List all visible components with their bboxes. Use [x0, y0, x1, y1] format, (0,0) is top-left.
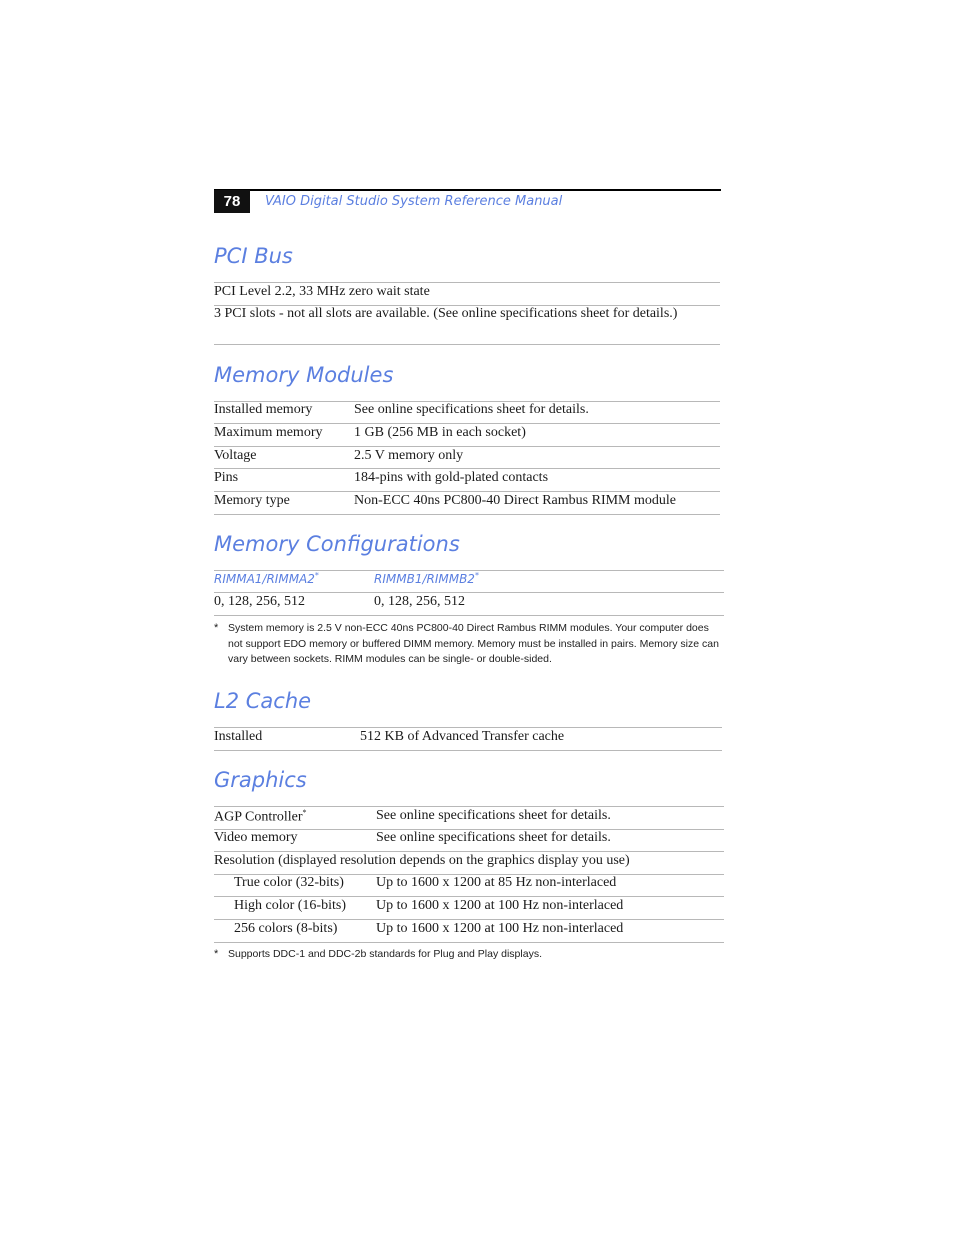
- footnote-marker: *: [214, 948, 219, 960]
- table-rule: [214, 344, 720, 345]
- table-rule: [214, 423, 720, 424]
- row-label: Voltage: [214, 448, 257, 463]
- column-header: [214, 571, 319, 586]
- header-rule: [214, 189, 721, 191]
- column-header-label: RIMMA1/RIMMA2: [214, 572, 315, 586]
- column-header: [374, 571, 479, 586]
- column-header-label: RIMMB1/RIMMB2: [374, 572, 475, 586]
- l2-cache-heading: L2 Cache: [214, 689, 312, 713]
- table-rule: [214, 727, 722, 728]
- table-rule: [214, 514, 720, 515]
- resolution-label: Resolution (displayed resolution depends on the graphics display you use): [214, 853, 630, 868]
- table-rule: [214, 806, 724, 807]
- row-value: Up to 1600 x 1200 at 100 Hz non-interlaced: [376, 898, 624, 913]
- table-rule: [214, 446, 720, 447]
- running-title: VAIO Digital Studio System Reference Manual: [265, 194, 563, 209]
- row-label: 256 colors (8-bits): [234, 921, 338, 936]
- memory-modules-heading: Memory Modules: [214, 363, 394, 387]
- row-label: High color (16-bits): [234, 898, 346, 913]
- table-rule: [214, 615, 724, 616]
- row-label: Memory type: [214, 493, 290, 508]
- table-rule: [214, 491, 720, 492]
- footnote-marker: *: [474, 571, 479, 580]
- pci-bus-heading: PCI Bus: [214, 244, 293, 268]
- table-rule: [214, 942, 724, 943]
- row-value: Up to 1600 x 1200 at 100 Hz non-interlaced: [376, 921, 624, 936]
- footnote-marker: *: [314, 571, 319, 580]
- row-label: True color (32-bits): [234, 875, 344, 890]
- footnote-marker: *: [302, 808, 307, 817]
- table-cell: 0, 128, 256, 512: [374, 594, 465, 609]
- footnote-text: Supports DDC-1 and DDC-2b standards for Plug and Play displays.: [228, 948, 542, 960]
- footnote-marker: *: [214, 622, 219, 634]
- row-value: 184-pins with gold-plated contacts: [354, 470, 549, 485]
- row-value: 512 KB of Advanced Transfer cache: [360, 729, 565, 744]
- table-rule: [214, 468, 720, 469]
- row-value: Non-ECC 40ns PC800-40 Direct Rambus RIMM module: [354, 493, 676, 508]
- row-value: Up to 1600 x 1200 at 85 Hz non-interlaced: [376, 875, 617, 890]
- table-rule: [214, 282, 720, 283]
- table-cell: 0, 128, 256, 512: [214, 594, 305, 609]
- row-label-text: AGP Controller: [214, 809, 303, 825]
- table-rule: [214, 851, 724, 852]
- pci-row: PCI Level 2.2, 33 MHz zero wait state: [214, 284, 430, 299]
- row-label: Installed memory: [214, 402, 313, 417]
- pci-row: 3 PCI slots - not all slots are available. (See online specifications sheet for details.): [214, 306, 678, 321]
- footnote-text: System memory is 2.5 V non-ECC 40ns PC800-40 Direct Rambus RIMM modules. Your computer does not support EDO memory or buffered DIMM memory. Memory must be installed in pairs. Memory size can vary between sockets. RIMM modules can be single- or double-sided.: [228, 622, 719, 665]
- row-label: Pins: [214, 470, 239, 485]
- table-rule: [214, 750, 722, 751]
- row-value: See online specifications sheet for details.: [376, 808, 611, 823]
- row-value: See online specifications sheet for details.: [354, 402, 589, 417]
- table-rule: [214, 919, 724, 920]
- row-value: 1 GB (256 MB in each socket): [354, 425, 526, 440]
- row-value: See online specifications sheet for details.: [376, 830, 611, 845]
- graphics-heading: Graphics: [214, 768, 307, 792]
- row-label: Maximum memory: [214, 425, 323, 440]
- memory-configurations-heading: Memory Configurations: [214, 532, 460, 556]
- row-label: Installed: [214, 729, 263, 744]
- page-number: 78: [214, 190, 250, 213]
- table-rule: [214, 592, 724, 593]
- row-value: 2.5 V memory only: [354, 448, 464, 463]
- table-rule: [214, 896, 724, 897]
- row-label: [214, 808, 307, 826]
- row-label: Video memory: [214, 830, 298, 845]
